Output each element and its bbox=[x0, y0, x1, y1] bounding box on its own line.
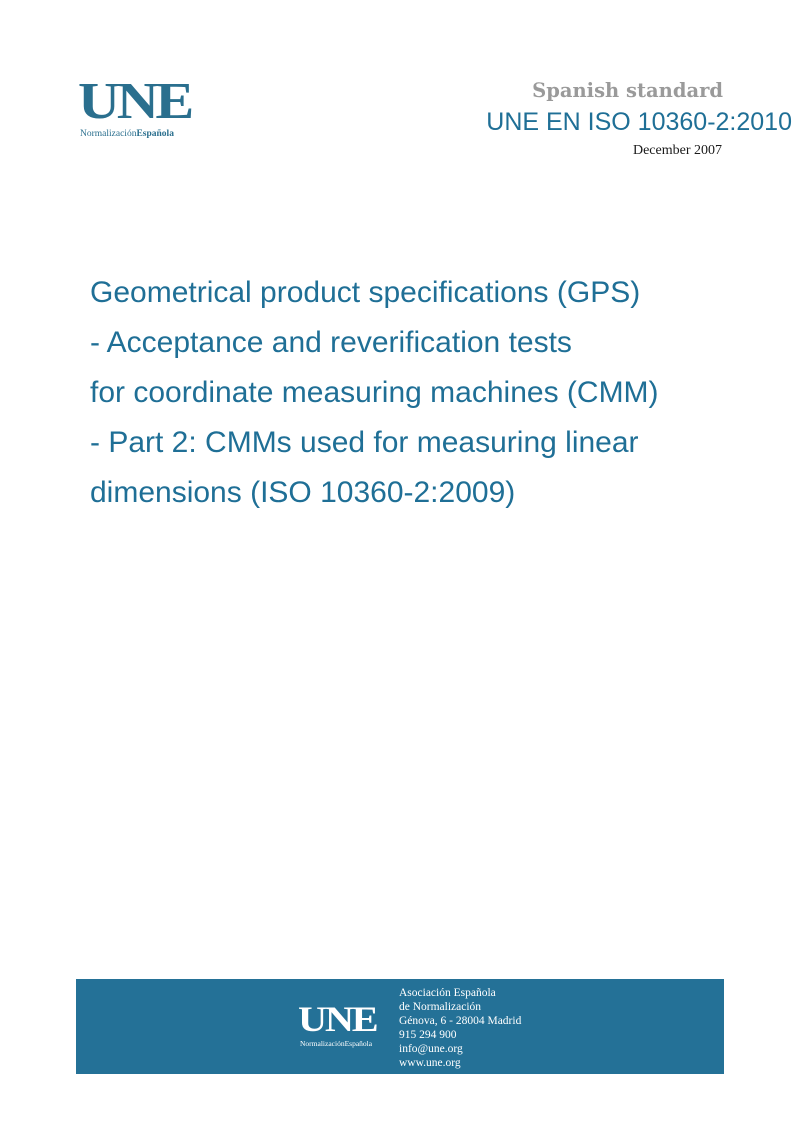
footer-address: Génova, 6 - 28004 Madrid bbox=[399, 1015, 522, 1027]
footer-email[interactable]: info@une.org bbox=[399, 1043, 463, 1055]
footer-logo-mark: UNE bbox=[298, 999, 377, 1039]
footer-org-line1: Asociación Española bbox=[399, 987, 496, 999]
logo-tagline-part2: Española bbox=[136, 129, 174, 139]
title-line-4: - Part 2: CMMs used for measuring linear bbox=[90, 426, 639, 459]
footer-phone: 915 294 900 bbox=[399, 1029, 457, 1041]
footer-logo-tagline bbox=[300, 1039, 372, 1048]
standard-code: UNE EN ISO 10360-2:2010 bbox=[486, 108, 792, 136]
document-title bbox=[90, 268, 780, 518]
une-logo-tagline bbox=[80, 129, 174, 139]
une-logo bbox=[78, 73, 198, 146]
footer-org-line2: de Normalización bbox=[399, 1001, 482, 1013]
logo-tagline-part1: Normalización bbox=[80, 129, 137, 139]
footer-tagline-part2: Española bbox=[344, 1039, 373, 1048]
title-line-5: dimensions (ISO 10360-2:2009) bbox=[90, 476, 516, 509]
une-logo-mark: UNE bbox=[78, 73, 191, 130]
title-line-1: Geometrical product specifications (GPS) bbox=[90, 276, 641, 309]
footer-banner bbox=[76, 979, 724, 1074]
title-line-3: for coordinate measuring machines (CMM) bbox=[90, 376, 659, 409]
document-kind: Spanish standard bbox=[532, 79, 723, 102]
publication-date: December 2007 bbox=[632, 143, 722, 158]
footer-tagline-part1: Normalización bbox=[300, 1039, 345, 1048]
footer-website[interactable]: www.une.org bbox=[399, 1057, 461, 1069]
footer-contact-info bbox=[399, 986, 521, 1070]
footer-une-logo bbox=[298, 1001, 398, 1051]
title-line-2: - Acceptance and reverification tests bbox=[90, 326, 572, 359]
